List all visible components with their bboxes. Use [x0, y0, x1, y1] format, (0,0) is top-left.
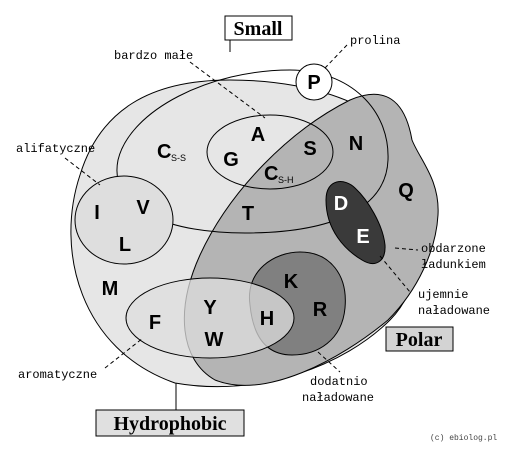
aa-a: A [250, 124, 266, 146]
aa-k: K [283, 271, 299, 293]
aa-w: W [204, 329, 224, 351]
polar-title: Polar [395, 329, 443, 351]
ujemnie-label-2: naładowane [418, 304, 491, 318]
aa-r: R [312, 299, 328, 321]
aa-q: Q [398, 180, 414, 202]
obdarzone-label-2: ładunkiem [421, 258, 486, 272]
polar-box [386, 327, 453, 351]
aa-p: P [307, 72, 321, 94]
hydrophobic-box [96, 410, 244, 436]
prolina-leader [325, 45, 347, 68]
aa-m: M [101, 278, 119, 300]
alifatyczne-label: alifatyczne [16, 142, 96, 156]
small-title: Small [233, 18, 283, 40]
aa-g: G [223, 149, 239, 171]
obdarzone-label-1: obdarzone [421, 242, 486, 256]
aa-c-ss: C [157, 141, 172, 163]
aa-e: E [356, 226, 370, 248]
aa-t: T [241, 203, 255, 225]
bardzo-male-label: bardzo małe [114, 49, 194, 63]
aa-c-sh: C [264, 163, 279, 185]
prolina-label: prolina [350, 34, 401, 48]
dodatnio-label-1: dodatnio [310, 375, 368, 389]
aa-s: S [303, 138, 317, 160]
small-box [225, 16, 292, 40]
aa-h: H [259, 308, 275, 330]
ujemnie-label-1: ujemnie [418, 288, 469, 302]
aa-d: D [333, 193, 349, 215]
aromatyczne-label: aromatyczne [18, 368, 98, 382]
aa-c-sh-sub: S-H [278, 175, 294, 185]
aa-n: N [348, 133, 364, 155]
aa-l: L [118, 234, 132, 256]
credit-text: (c) ebiolog.pl [430, 434, 498, 443]
hydrophobic-title: Hydrophobic [113, 413, 227, 435]
aa-y: Y [203, 297, 217, 319]
aa-i: I [94, 202, 100, 224]
dodatnio-label-2: naładowane [302, 391, 375, 405]
aa-c-ss-sub: S-S [171, 153, 187, 163]
aa-f: F [148, 312, 162, 334]
aa-v: V [136, 197, 150, 219]
